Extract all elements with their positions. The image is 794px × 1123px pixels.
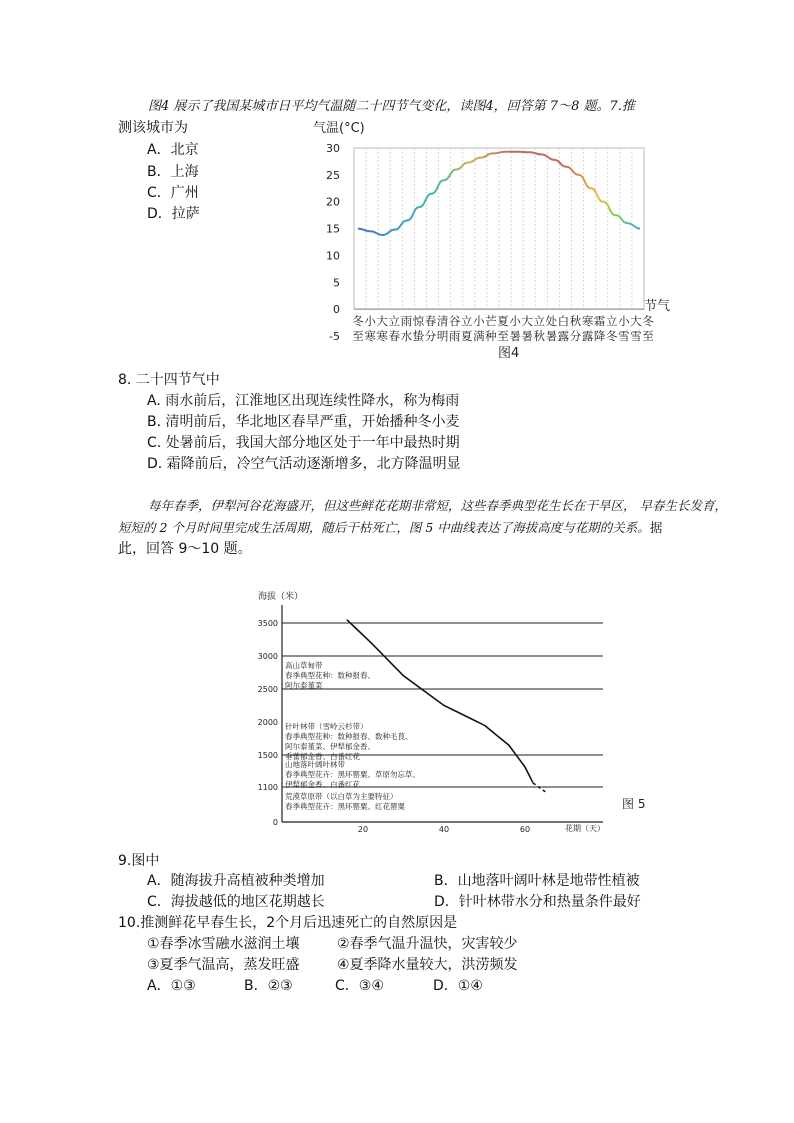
x-tick-label-bottom: 种 (485, 329, 497, 344)
zone-label: 山地落叶阔叶林带 (285, 760, 345, 769)
q10-item-4: ④夏季降水量较大，洪涝频发 (337, 957, 518, 973)
zone-label: 阿尔泰堇菜、伊犁郁金香、 (285, 742, 375, 751)
x-tick-label-bottom: 水 (400, 329, 413, 344)
fig5-x-tick: 60 (519, 825, 531, 834)
q8-stem: 8. 二十四节气中 (118, 372, 220, 388)
fig5-x-tick: 20 (357, 825, 369, 834)
zone-label: 春季典型花卉：黑环罂粟、草原勿忘草、 (285, 770, 420, 779)
fig5-x-tick: 40 (438, 825, 450, 834)
x-tick-label-top: 冬 (642, 314, 654, 329)
x-tick-label-bottom: 至 (642, 329, 654, 344)
x-tick-label-bottom: 暑 (545, 329, 558, 344)
q7-option-b[interactable]: B．上海 (147, 164, 199, 180)
q10-option-a[interactable]: A．①③ (147, 978, 196, 994)
q8-option-c[interactable]: C. 处暑前后，我国大部分地区处于一年中最热时期 (147, 435, 460, 451)
altitude-curve (347, 620, 533, 783)
q10-option-d[interactable]: D．①④ (433, 978, 483, 994)
x-tick-label-bottom: 冬 (606, 329, 618, 344)
x-tick-label-top: 立 (533, 314, 545, 329)
fig5-y-label: 海拔（米） (258, 592, 304, 602)
figure4-caption: 图4 (498, 346, 520, 361)
x-tick-label-bottom: 至 (352, 329, 364, 344)
x-tick-label-bottom: 分 (569, 329, 582, 344)
fig5-y-tick: 2500 (257, 685, 278, 694)
q7-option-d[interactable]: D．拉萨 (147, 206, 200, 222)
x-tick-label-top: 大 (630, 314, 642, 329)
x-tick-label-bottom: 分 (424, 329, 437, 344)
zone-label: 春季典型花种：数种报春、数种毛茛、 (285, 732, 413, 741)
y-tick-label: 15 (326, 222, 340, 236)
q8-option-d[interactable]: D. 霜降前后，冷空气活动逐渐增多，北方降温明显 (147, 456, 461, 472)
x-tick-label-bottom: 春 (388, 329, 400, 344)
x-tick-label-bottom: 暑 (509, 329, 521, 344)
fig5-x-label: 花期（天） (565, 824, 605, 833)
temperature-chart (310, 118, 690, 363)
q9-option-d[interactable]: D．针叶林带水分和热量条件最好 (434, 894, 641, 910)
x-tick-label-top: 雨 (400, 314, 413, 329)
x-tick-label-top: 大 (376, 314, 388, 329)
q10-option-c[interactable]: C．③④ (335, 978, 384, 994)
intro2-line2: 短短的 2 个月时间里完成生活周期，随后干枯死亡，图 5 中曲线表达了海拔高度与花期的关系。据 (118, 520, 663, 535)
y-tick-label: 25 (326, 168, 340, 182)
y-tick-label: 20 (326, 195, 340, 209)
q7-option-a[interactable]: A．北京 (147, 142, 199, 158)
x-axis-label: 节气 (644, 299, 671, 314)
y-axis-label: 气温(°C) (313, 121, 365, 136)
x-tick-label-top: 霜 (593, 314, 606, 329)
y-tick-label: 30 (326, 142, 340, 155)
zone-label: 荒漠草原带（以白草为主要特征） (285, 792, 398, 801)
q10-stem: 10.推测鲜花早春生长，2个月后迅速死亡的自然原因是 (118, 915, 458, 931)
x-tick-label-bottom: 至 (497, 329, 509, 344)
y-tick-label: -5 (329, 330, 340, 343)
x-tick-label-bottom: 雨 (448, 329, 461, 344)
x-tick-label-top: 小 (618, 314, 630, 329)
x-tick-label-top: 夏 (497, 314, 509, 329)
zone-label: 阿尔泰堇菜 (285, 681, 323, 690)
x-tick-label-top: 处 (545, 314, 558, 329)
x-tick-label-top: 谷 (448, 314, 461, 329)
intro2-line3: 此，回答 9～10 题。 (118, 541, 252, 557)
q10-item-1: ①春季冰雪融水滋润土壤 (147, 936, 300, 952)
x-tick-label-bottom: 暑 (521, 329, 533, 344)
x-tick-label-bottom: 降 (593, 329, 606, 344)
x-tick-label-bottom: 明 (436, 329, 449, 344)
x-tick-label-top: 冬 (352, 314, 364, 329)
figure5-caption: 图 5 (622, 797, 646, 811)
x-tick-label-top: 立 (388, 314, 400, 329)
zone-label: 春季典型花卉：黑环罂粟、红花罂粟 (285, 802, 405, 811)
x-tick-label-bottom: 雪 (630, 329, 642, 344)
fig5-y-tick: 0 (272, 818, 278, 827)
x-tick-label-bottom: 露 (581, 329, 594, 344)
q7-option-c[interactable]: C．广州 (147, 185, 199, 201)
x-tick-label-top: 秋 (569, 314, 582, 329)
q10-item-3: ③夏季气温高，蒸发旺盛 (147, 957, 300, 973)
zone-label: 高山草甸带 (285, 661, 323, 670)
x-tick-label-bottom: 夏 (461, 329, 473, 344)
x-tick-label-top: 立 (461, 314, 473, 329)
fig5-y-tick: 1100 (257, 783, 278, 792)
x-tick-label-top: 寒 (581, 314, 594, 329)
x-tick-label-top: 芒 (485, 314, 497, 329)
altitude-flowering-chart (255, 585, 655, 840)
y-tick-label: 10 (326, 249, 340, 263)
zone-label: 垂蕾郁金香、白番红花 (285, 752, 360, 761)
fig5-y-tick: 3000 (257, 652, 278, 661)
x-tick-label-bottom: 秋 (533, 329, 545, 344)
fig5-y-tick: 1500 (257, 751, 278, 760)
intro2-line1: 每年春季，伊犁河谷花海盛开，但这些鲜花花期非常短，这些春季典型花生长在干旱区， 早春生长发育， (148, 498, 727, 513)
q10-option-b[interactable]: B．②③ (244, 978, 293, 994)
q9-option-b[interactable]: B．山地落叶阔叶林是地带性植被 (434, 873, 640, 889)
x-tick-label-bottom: 满 (473, 329, 485, 344)
x-tick-label-bottom: 蛰 (412, 329, 425, 344)
fig5-y-tick: 3500 (257, 619, 278, 628)
q8-option-a[interactable]: A. 雨水前后，江淮地区出现连续性降水，称为梅雨 (147, 393, 460, 409)
zone-label: 春季典型花种：数种报春、 (285, 671, 375, 680)
x-tick-label-top: 小 (473, 314, 485, 329)
q8-option-b[interactable]: B. 清明前后，华北地区春旱严重，开始播种冬小麦 (147, 414, 460, 430)
y-tick-label: 5 (333, 276, 340, 290)
zone-label: 伊犁郁金香、白番红花 (285, 780, 360, 789)
x-tick-label-bottom: 寒 (364, 329, 376, 344)
x-tick-label-top: 小 (364, 314, 376, 329)
q10-item-2: ②春季气温升温快，灾害较少 (337, 936, 518, 952)
x-tick-label-top: 小 (509, 314, 521, 329)
zone-label: 针叶林带（雪岭云杉带） (285, 722, 368, 731)
q9-option-c[interactable]: C．海拔越低的地区花期越长 (147, 894, 325, 910)
intro1-line2: 测该城市为 (118, 120, 188, 136)
x-tick-label-top: 大 (521, 314, 533, 329)
x-tick-label-bottom: 寒 (376, 329, 388, 344)
x-tick-label-top: 白 (557, 314, 570, 329)
intro1-line1: 图4 展示了我国某城市日平均气温随二十四节气变化，读图4，回答第 7～8 题。7.推 (148, 99, 635, 114)
x-tick-label-top: 春 (424, 314, 437, 329)
q9-stem: 9.图中 (118, 853, 160, 869)
x-tick-label-top: 立 (606, 314, 618, 329)
y-tick-label: 0 (333, 303, 340, 317)
x-tick-label-top: 惊 (412, 314, 425, 329)
x-tick-label-top: 清 (436, 314, 449, 329)
x-tick-label-bottom: 露 (557, 329, 570, 344)
q9-option-a[interactable]: A．随海拔升高植被种类增加 (147, 873, 325, 889)
fig5-y-tick: 2000 (257, 718, 278, 727)
x-tick-label-bottom: 雪 (618, 329, 630, 344)
